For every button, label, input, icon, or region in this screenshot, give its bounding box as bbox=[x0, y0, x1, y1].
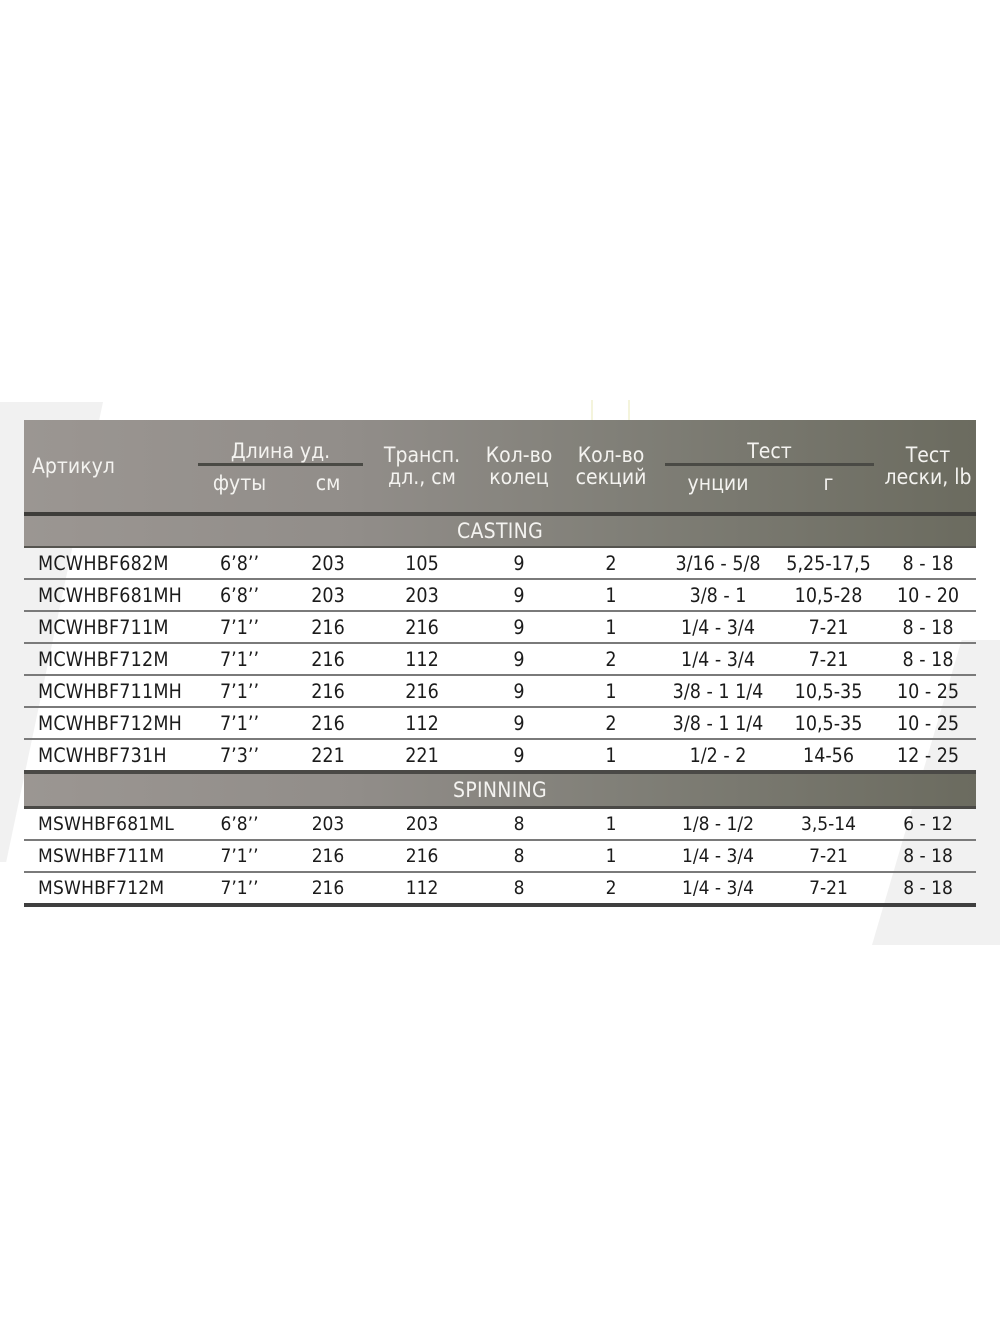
rod-spec-table bbox=[24, 420, 976, 907]
header-test-oz: унции bbox=[687, 471, 749, 495]
cell-article: MCWHBF731H bbox=[24, 739, 192, 772]
cell-cm: 216 bbox=[287, 675, 369, 707]
section-title: SPINNING bbox=[24, 772, 976, 808]
cell-sections: 2 bbox=[563, 643, 659, 675]
cell-line-test: 8 - 18 bbox=[880, 547, 976, 579]
cell-rings: 9 bbox=[475, 547, 563, 579]
cell-feet: 7’3’’ bbox=[192, 739, 287, 772]
table-row bbox=[24, 840, 976, 872]
cell-sections: 1 bbox=[563, 739, 659, 772]
cell-transport: 112 bbox=[369, 707, 475, 739]
cell-article: MCWHBF682M bbox=[24, 547, 192, 579]
header-divider bbox=[198, 463, 363, 466]
cell-feet: 6’8’’ bbox=[192, 579, 287, 611]
cell-rings: 9 bbox=[475, 579, 563, 611]
cell-transport: 203 bbox=[369, 808, 475, 841]
cell-feet: 7’1’’ bbox=[192, 872, 287, 905]
cell-test-g: 14-56 bbox=[777, 739, 880, 772]
cell-article: MSWHBF712M bbox=[24, 872, 192, 905]
cell-line-test: 8 - 18 bbox=[880, 872, 976, 905]
decorative-tick bbox=[628, 400, 630, 420]
table-row bbox=[24, 643, 976, 675]
decorative-tick bbox=[591, 400, 593, 420]
cell-rings: 9 bbox=[475, 675, 563, 707]
cell-transport: 203 bbox=[369, 579, 475, 611]
cell-transport: 105 bbox=[369, 547, 475, 579]
cell-test-oz: 3/8 - 1 1/4 bbox=[659, 707, 777, 739]
cell-test-oz: 1/4 - 3/4 bbox=[659, 840, 777, 872]
cell-article: MCWHBF712M bbox=[24, 643, 192, 675]
table-row bbox=[24, 739, 976, 772]
cell-test-g: 10,5-35 bbox=[777, 707, 880, 739]
header-length-label: Длина уд. bbox=[230, 439, 331, 463]
cell-test-oz: 1/4 - 3/4 bbox=[659, 643, 777, 675]
cell-feet: 7’1’’ bbox=[192, 675, 287, 707]
header-sections-label: Кол-во секций bbox=[575, 443, 647, 489]
header-row-top bbox=[24, 420, 976, 466]
cell-line-test: 8 - 18 bbox=[880, 643, 976, 675]
cell-transport: 216 bbox=[369, 611, 475, 643]
cell-cm: 216 bbox=[287, 707, 369, 739]
cell-transport: 112 bbox=[369, 872, 475, 905]
cell-cm: 203 bbox=[287, 808, 369, 841]
table-row bbox=[24, 707, 976, 739]
header-article: Артикул bbox=[32, 454, 115, 478]
header-line-test bbox=[880, 420, 976, 514]
cell-test-oz: 3/8 - 1 1/4 bbox=[659, 675, 777, 707]
cell-test-g: 7-21 bbox=[777, 840, 880, 872]
header-length-feet: футы bbox=[212, 471, 267, 495]
cell-cm: 216 bbox=[287, 872, 369, 905]
cell-rings: 9 bbox=[475, 611, 563, 643]
header-test-label: Тест bbox=[747, 439, 792, 463]
cell-test-g: 7-21 bbox=[777, 643, 880, 675]
table-row bbox=[24, 547, 976, 579]
header-transport-label: Трансп. дл., см bbox=[383, 443, 461, 489]
cell-feet: 7’1’’ bbox=[192, 840, 287, 872]
cell-rings: 9 bbox=[475, 739, 563, 772]
header-divider bbox=[665, 463, 874, 466]
cell-feet: 7’1’’ bbox=[192, 611, 287, 643]
cell-line-test: 10 - 25 bbox=[880, 707, 976, 739]
cell-article: MSWHBF681ML bbox=[24, 808, 192, 841]
cell-article: MCWHBF712MH bbox=[24, 707, 192, 739]
cell-transport: 216 bbox=[369, 840, 475, 872]
cell-cm: 221 bbox=[287, 739, 369, 772]
cell-sections: 2 bbox=[563, 547, 659, 579]
cell-cm: 203 bbox=[287, 579, 369, 611]
table-row bbox=[24, 808, 976, 841]
cell-test-g: 5,25-17,5 bbox=[777, 547, 880, 579]
cell-test-oz: 1/4 - 3/4 bbox=[659, 872, 777, 905]
table-row bbox=[24, 611, 976, 643]
header-transport-length bbox=[369, 420, 475, 514]
table-row bbox=[24, 579, 976, 611]
cell-cm: 216 bbox=[287, 611, 369, 643]
section-casting bbox=[24, 514, 976, 547]
header-rings bbox=[475, 420, 563, 514]
cell-feet: 6’8’’ bbox=[192, 547, 287, 579]
cell-line-test: 8 - 18 bbox=[880, 611, 976, 643]
cell-test-oz: 1/2 - 2 bbox=[659, 739, 777, 772]
cell-test-g: 10,5-35 bbox=[777, 675, 880, 707]
header-test-group bbox=[659, 420, 880, 466]
header-line-test-label: Тест лески, lb bbox=[884, 443, 972, 489]
cell-transport: 112 bbox=[369, 643, 475, 675]
cell-sections: 2 bbox=[563, 707, 659, 739]
cell-test-g: 10,5-28 bbox=[777, 579, 880, 611]
cell-test-g: 3,5-14 bbox=[777, 808, 880, 841]
cell-test-oz: 1/8 - 1/2 bbox=[659, 808, 777, 841]
cell-article: MCWHBF711M bbox=[24, 611, 192, 643]
cell-rings: 8 bbox=[475, 872, 563, 905]
header-test-g: г bbox=[823, 471, 834, 495]
cell-sections: 1 bbox=[563, 808, 659, 841]
cell-sections: 1 bbox=[563, 611, 659, 643]
cell-cm: 216 bbox=[287, 643, 369, 675]
cell-line-test: 6 - 12 bbox=[880, 808, 976, 841]
section-title: CASTING bbox=[24, 514, 976, 547]
table-row bbox=[24, 872, 976, 905]
cell-article: MCWHBF711MH bbox=[24, 675, 192, 707]
cell-line-test: 10 - 25 bbox=[880, 675, 976, 707]
cell-rings: 9 bbox=[475, 707, 563, 739]
cell-line-test: 10 - 20 bbox=[880, 579, 976, 611]
cell-test-oz: 3/8 - 1 bbox=[659, 579, 777, 611]
cell-line-test: 8 - 18 bbox=[880, 840, 976, 872]
cell-sections: 1 bbox=[563, 840, 659, 872]
header-length-group bbox=[192, 420, 369, 466]
cell-transport: 221 bbox=[369, 739, 475, 772]
cell-cm: 203 bbox=[287, 547, 369, 579]
cell-feet: 7’1’’ bbox=[192, 643, 287, 675]
cell-rings: 8 bbox=[475, 840, 563, 872]
cell-rings: 9 bbox=[475, 643, 563, 675]
cell-rings: 8 bbox=[475, 808, 563, 841]
cell-sections: 2 bbox=[563, 872, 659, 905]
header-rings-label: Кол-во колец bbox=[485, 443, 553, 489]
cell-line-test: 12 - 25 bbox=[880, 739, 976, 772]
cell-sections: 1 bbox=[563, 675, 659, 707]
cell-article: MCWHBF681MH bbox=[24, 579, 192, 611]
cell-article: MSWHBF711M bbox=[24, 840, 192, 872]
header-sections bbox=[563, 420, 659, 514]
cell-transport: 216 bbox=[369, 675, 475, 707]
header-length-cm: см bbox=[315, 471, 341, 495]
section-spinning bbox=[24, 772, 976, 808]
cell-test-g: 7-21 bbox=[777, 872, 880, 905]
cell-feet: 6’8’’ bbox=[192, 808, 287, 841]
cell-sections: 1 bbox=[563, 579, 659, 611]
cell-feet: 7’1’’ bbox=[192, 707, 287, 739]
cell-test-oz: 3/16 - 5/8 bbox=[659, 547, 777, 579]
cell-test-g: 7-21 bbox=[777, 611, 880, 643]
table-row bbox=[24, 675, 976, 707]
cell-cm: 216 bbox=[287, 840, 369, 872]
cell-test-oz: 1/4 - 3/4 bbox=[659, 611, 777, 643]
